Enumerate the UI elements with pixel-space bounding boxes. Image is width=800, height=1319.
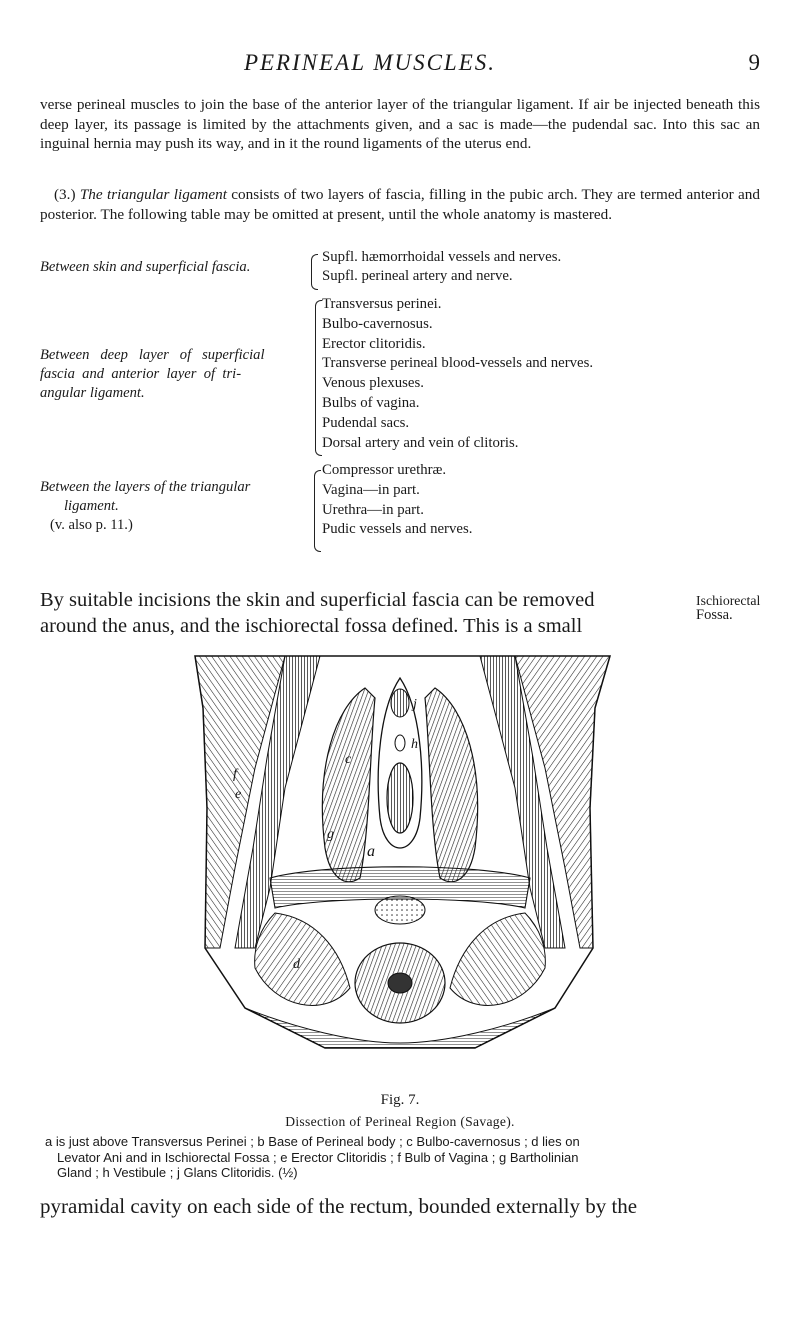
figure-letter-e: e	[235, 787, 242, 802]
urethral-opening	[395, 735, 405, 751]
table-group2-label	[40, 346, 265, 403]
table-group2-item: Pudendal sacs.	[322, 414, 410, 431]
table-group3-label-line: ligament.	[64, 498, 119, 514]
table-group3-item: Pudic vessels and nerves.	[322, 521, 473, 538]
table-group1-label: Between skin and superficial fascia.	[40, 259, 251, 275]
table-group3-item: Compressor urethræ.	[322, 462, 447, 478]
table-group2-item: Bulbs of vagina.	[322, 394, 420, 411]
table-group2-item: Venous plexuses.	[322, 375, 424, 392]
figure-legend-line: Gland ; h Vestibule ; j Glans Clitoridis. (½)	[57, 1165, 298, 1180]
paragraph-2-number: (3.)	[54, 186, 80, 203]
glans-clitoridis	[391, 689, 409, 717]
table-group2-items	[322, 295, 593, 453]
figure-legend-line: a is just above Transversus Perinei ; b Base of Perineal body ; c Bulbo-cavernosus ; d lies on	[45, 1134, 580, 1149]
figure-letter-h: h	[411, 737, 418, 752]
perineal-body	[375, 896, 425, 924]
margin-note-line-2: Fossa.	[696, 607, 733, 623]
body-text-bottom: pyramidal cavity on each side of the rectum, bounded externally by the	[40, 1194, 638, 1218]
running-head	[40, 44, 760, 84]
figure-letter-a: a	[367, 843, 375, 860]
running-title: PERINEAL MUSCLES.	[243, 50, 497, 75]
table-group1-item: Supfl. perineal artery and nerve.	[322, 268, 513, 284]
paragraph-2-rest: consists of two layers of fascia, filling in the pubic arch. They are termed anterior and posterior. The following table may be omitted at present, until the whole anatomy is mastered.	[40, 186, 760, 223]
margin-note	[696, 593, 760, 623]
table-group2-brace	[315, 300, 322, 456]
table-group2-item: Transverse perineal blood-vessels and nerves.	[322, 355, 594, 372]
table-group3-items	[322, 461, 472, 540]
table-group3-label	[40, 478, 250, 535]
anus	[388, 973, 412, 993]
table-group1-item: Supfl. hæmorrhoidal vessels and nerves.	[322, 249, 562, 265]
figure-letter-d: d	[293, 957, 300, 972]
figure-legend	[45, 1134, 760, 1181]
table-group3-label-line: (v. also p. 11.)	[50, 517, 133, 533]
figure-title: Dissection of Perineal Region (Savage).	[285, 1114, 515, 1129]
table-group3-label-line: Between the layers of the triangular	[40, 479, 251, 495]
table-group2-label-line: angular ligament.	[40, 385, 145, 401]
table-group1-items	[322, 248, 561, 286]
figure-letter-c: c	[345, 752, 352, 767]
figure-letter-f: f	[233, 767, 237, 782]
table-group2-item: Dorsal artery and vein of clitoris.	[322, 434, 519, 451]
vaginal-opening	[387, 763, 413, 833]
figure-letter-j: j	[413, 697, 417, 712]
table-group3-item: Vagina—in part.	[322, 481, 420, 498]
paragraph-1: verse perineal muscles to join the base of the anterior layer of the triangular ligament. If air be injected beneath this deep layer, its passage is limited by the attachments given, and a sac is made—the pudendal sac. Into this sac an inguinal hernia may push its way, and in it the round ligaments of the uterus end.	[40, 96, 760, 152]
paragraph-2-italic: The triangular ligament	[79, 186, 227, 203]
body-text-line-1: By suitable incisions the skin and superficial fascia can be removed	[40, 589, 595, 611]
table-group2-item: Transversus perinei.	[322, 296, 442, 312]
table-group3-brace	[314, 470, 321, 552]
page-number: 9	[748, 50, 760, 75]
table-group2-label-line: fascia and anterior layer of tri-	[40, 366, 242, 382]
figure-legend-line: Levator Ani and in Ischiorectal Fossa ; e Erector Clitoridis ; f Bulb of Vagina ; g Bartholinian	[57, 1149, 579, 1165]
table-group2-item: Bulbo-cavernosus.	[322, 315, 433, 332]
table-group2-label-line: Between deep layer of superficial	[40, 347, 265, 363]
paragraph-2	[40, 185, 760, 224]
figure-letter-g: g	[327, 827, 334, 842]
table-group3-item: Urethra—in part.	[322, 501, 424, 518]
dissection-illustration	[175, 648, 625, 1068]
figure-number: Fig. 7.	[380, 1092, 420, 1108]
margin-note-line-1: Ischiorectal	[696, 593, 761, 608]
table-group1-brace	[311, 254, 318, 290]
table-group2-item: Erector clitoridis.	[322, 335, 426, 352]
body-text-line-2: around the anus, and the ischiorectal fossa defined. This is a small	[40, 615, 583, 637]
